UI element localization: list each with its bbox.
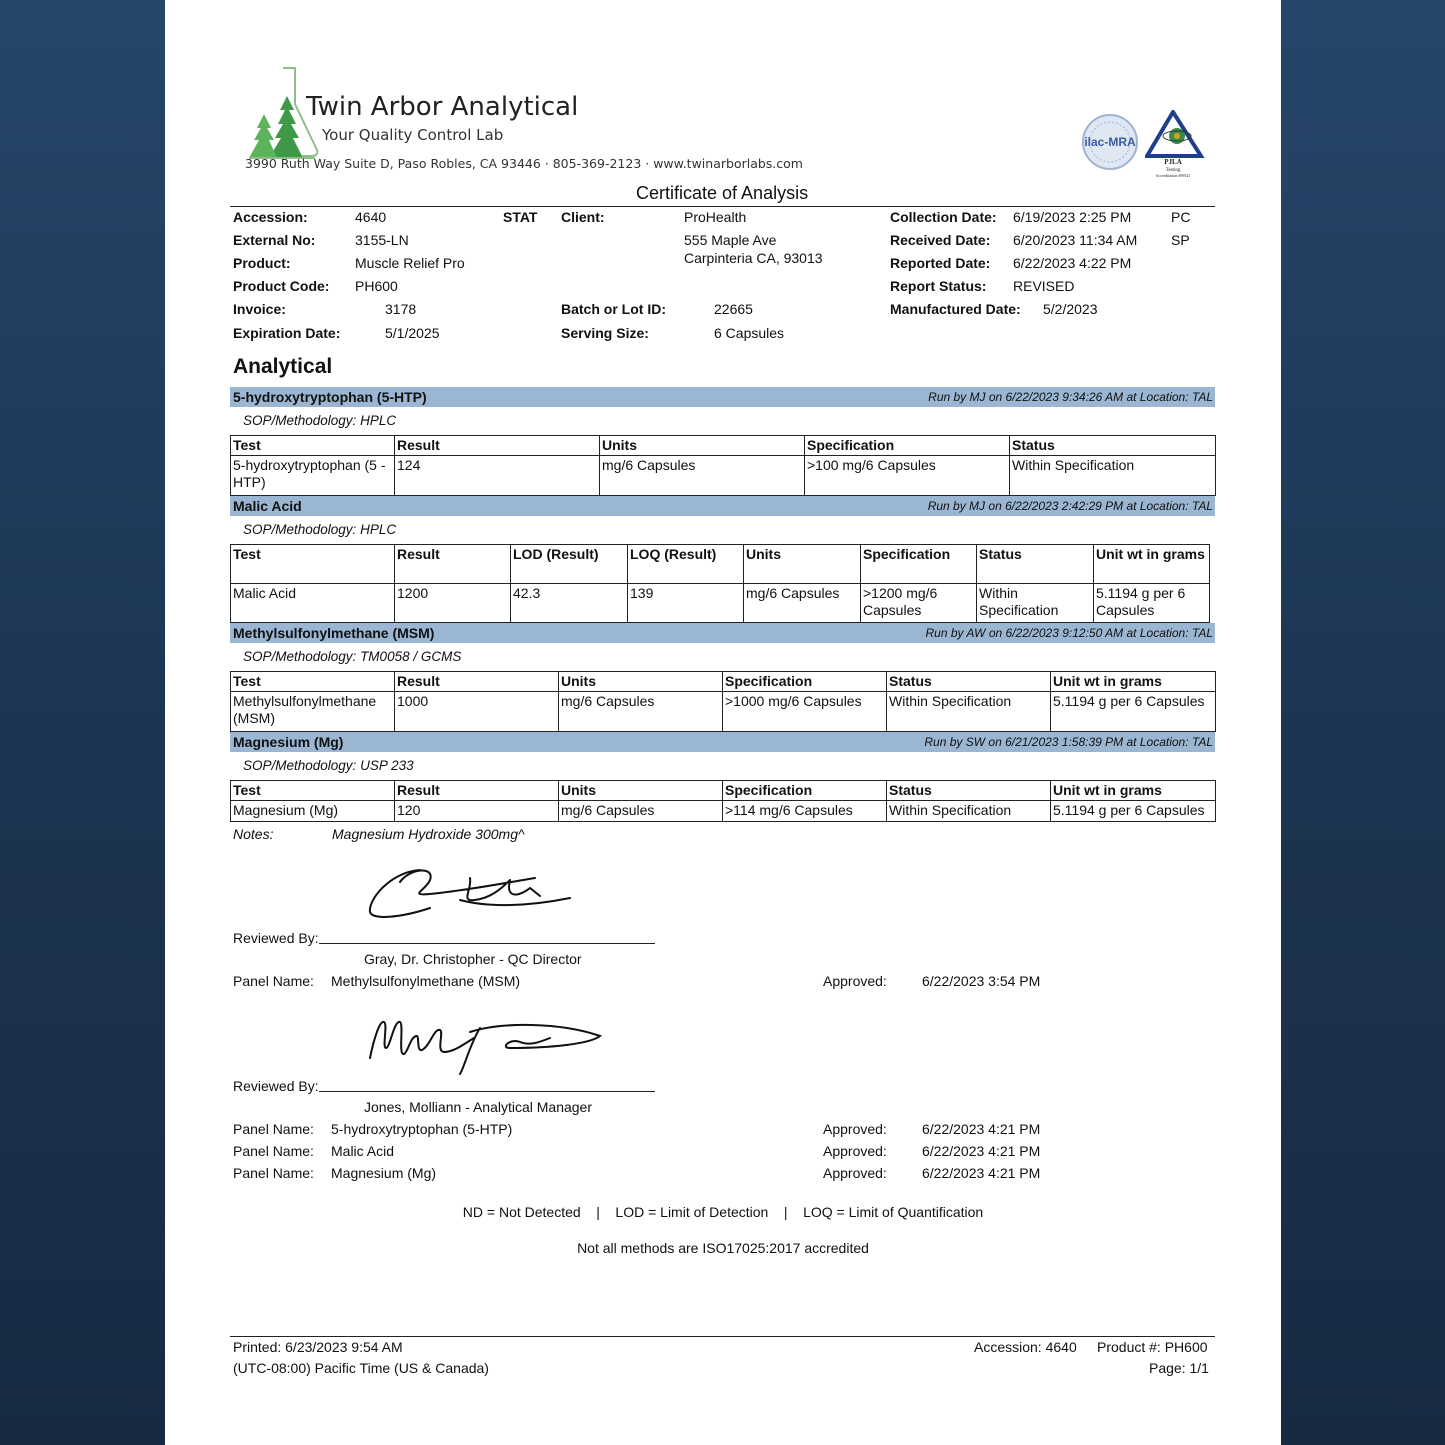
approved-label: Approved: [823, 1165, 887, 1181]
panel-label: Panel Name: [233, 1121, 314, 1137]
results-table-5htp [230, 435, 1216, 496]
approved-date: 6/22/2023 4:21 PM [922, 1143, 1041, 1159]
table-header-cell: Status [977, 545, 1094, 584]
panel-label: Panel Name: [233, 973, 314, 989]
table-header-cell: Test [231, 545, 395, 584]
section-sop: SOP/Methodology: USP 233 [243, 758, 414, 773]
table-header-cell: Units [600, 436, 805, 456]
printed-date: Printed: 6/23/2023 9:54 AM [233, 1339, 403, 1355]
approved-label: Approved: [823, 973, 887, 989]
section-run-info: Run by MJ on 6/22/2023 2:42:29 PM at Location: TAL [927, 499, 1213, 513]
stat-flag: STAT [503, 209, 538, 225]
collection-value: 6/19/2023 2:25 PM [1013, 209, 1132, 225]
table-header-cell: Specification [861, 545, 977, 584]
table-header-cell: Specification [805, 436, 1010, 456]
table-cell: >1200 mg/6 Capsules [861, 584, 977, 623]
table-cell: Within Specification [887, 692, 1051, 732]
external-value: 3155-LN [355, 232, 409, 248]
table-header-cell: Result [395, 781, 559, 801]
table-cell: 124 [395, 456, 600, 496]
collection-label: Collection Date: [890, 209, 997, 225]
signature-line-2 [319, 1091, 655, 1092]
table-header-cell: Unit wt in grams [1094, 545, 1210, 584]
table-cell: >114 mg/6 Capsules [723, 801, 887, 822]
table-cell: mg/6 Capsules [559, 692, 723, 732]
accreditation-note: Not all methods are ISO17025:2017 accredited [577, 1240, 869, 1256]
section-run-info: Run by AW on 6/22/2023 9:12:50 AM at Location: TAL [925, 626, 1213, 640]
approved-date: 6/22/2023 3:54 PM [922, 973, 1041, 989]
lab-address: 3990 Ruth Way Suite D, Paso Robles, CA 93446 · 805-369-2123 · www.twinarborlabs.com [245, 156, 803, 171]
table-row [231, 584, 1210, 623]
table-cell: >100 mg/6 Capsules [805, 456, 1010, 496]
received-label: Received Date: [890, 232, 991, 248]
approved-date: 6/22/2023 4:21 PM [922, 1165, 1041, 1181]
footer-product-number: Product #: PH600 [1097, 1339, 1208, 1355]
table-cell: 1200 [395, 584, 511, 623]
footer-accession: Accession: 4640 [974, 1339, 1077, 1355]
table-header-cell: Status [887, 672, 1051, 692]
reviewer-2: Jones, Molliann - Analytical Manager [364, 1099, 593, 1115]
approved-label: Approved: [823, 1143, 887, 1159]
table-cell: 139 [628, 584, 744, 623]
accession-label: Accession: [233, 209, 308, 225]
table-cell: Methylsulfonylmethane (MSM) [231, 692, 395, 732]
client-name: ProHealth [684, 209, 747, 225]
ilac-logo-text: ilac-MRA [1084, 135, 1136, 149]
section-bar-msm [230, 623, 1215, 643]
signature-2-icon [360, 1008, 610, 1080]
serving-label: Serving Size: [561, 325, 649, 341]
table-header-row [231, 545, 1210, 584]
pjla-logo-sub: Testing [1165, 168, 1181, 173]
table-header-row [231, 436, 1216, 456]
analytical-heading: Analytical [233, 355, 333, 378]
manufactured-value: 5/2/2023 [1043, 301, 1098, 317]
signature-1-icon [360, 860, 590, 930]
client-address-1: 555 Maple Ave [684, 232, 777, 248]
product-code-value: PH600 [355, 278, 398, 294]
invoice-label: Invoice: [233, 301, 286, 317]
report-status-value: REVISED [1013, 278, 1075, 294]
manufactured-label: Manufactured Date: [890, 301, 1021, 317]
reported-value: 6/22/2023 4:22 PM [1013, 255, 1132, 271]
expiration-label: Expiration Date: [233, 325, 341, 341]
abbreviation-legend: ND = Not Detected | LOD = Limit of Detection | LOQ = Limit of Quantification [462, 1204, 984, 1220]
table-header-cell: Test [231, 436, 395, 456]
document-title: Certificate of Analysis [636, 183, 809, 203]
report-status-label: Report Status: [890, 278, 987, 294]
accession-value: 4640 [355, 209, 387, 225]
received-value: 6/20/2023 11:34 AM [1013, 232, 1138, 248]
table-cell: >1000 mg/6 Capsules [723, 692, 887, 732]
table-cell: Within Specification [887, 801, 1051, 822]
table-cell: 5-hydroxytryptophan (5 -HTP) [231, 456, 395, 496]
section-bar-magnesium [230, 732, 1215, 752]
table-header-cell: LOQ (Result) [628, 545, 744, 584]
table-header-cell: Result [395, 672, 559, 692]
section-title: Magnesium (Mg) [233, 734, 344, 750]
table-row [231, 801, 1216, 822]
table-header-cell: Unit wt in grams [1051, 672, 1216, 692]
table-header-cell: LOD (Result) [511, 545, 628, 584]
reported-label: Reported Date: [890, 255, 991, 271]
table-cell: 5.1194 g per 6 Capsules [1051, 801, 1216, 822]
pjla-logo-sub2: Accreditation #99521 [1155, 173, 1191, 178]
table-row [231, 456, 1216, 496]
serving-value: 6 Capsules [714, 325, 785, 341]
client-address-2: Carpinteria CA, 93013 [684, 250, 823, 266]
table-cell: Within Specification [977, 584, 1094, 623]
batch-value: 22665 [714, 301, 753, 317]
product-value: Muscle Relief Pro [355, 255, 465, 271]
ilac-mra-logo-icon [1080, 112, 1140, 172]
certificate-page [165, 0, 1281, 1445]
section-bar-5htp [230, 387, 1215, 407]
table-cell: Malic Acid [231, 584, 395, 623]
title-divider [230, 206, 1215, 207]
reviewed-by-label-1: Reviewed By: [233, 930, 319, 946]
table-cell: Within Specification [1010, 456, 1216, 496]
client-label: Client: [561, 209, 605, 225]
table-cell: mg/6 Capsules [744, 584, 861, 623]
table-cell: 1000 [395, 692, 559, 732]
section-run-info: Run by SW on 6/21/2023 1:58:39 PM at Location: TAL [924, 735, 1213, 749]
pjla-logo-text: PJLA [1164, 158, 1182, 166]
footer-divider [230, 1336, 1215, 1337]
table-cell: 5.1194 g per 6 Capsules [1051, 692, 1216, 732]
table-header-cell: Result [395, 436, 600, 456]
pjla-logo-icon [1145, 110, 1205, 180]
section-run-info: Run by MJ on 6/22/2023 9:34:26 AM at Location: TAL [928, 390, 1213, 404]
table-cell: mg/6 Capsules [600, 456, 805, 496]
signature-line-1 [319, 943, 655, 944]
results-table-msm [230, 671, 1216, 732]
product-code-label: Product Code: [233, 278, 330, 294]
timezone: (UTC-08:00) Pacific Time (US & Canada) [233, 1360, 489, 1376]
table-cell: 5.1194 g per 6 Capsules [1094, 584, 1210, 623]
table-cell: Magnesium (Mg) [231, 801, 395, 822]
table-header-row [231, 781, 1216, 801]
reviewed-by-label-2: Reviewed By: [233, 1078, 319, 1094]
section-bar-malic-acid [230, 496, 1215, 516]
section-title: Malic Acid [233, 498, 302, 514]
table-row [231, 692, 1216, 732]
table-header-cell: Units [744, 545, 861, 584]
lab-name: Twin Arbor Analytical [306, 92, 579, 122]
approved-date: 6/22/2023 4:21 PM [922, 1121, 1041, 1137]
section-title: Methylsulfonylmethane (MSM) [233, 625, 435, 641]
table-header-cell: Test [231, 672, 395, 692]
section-sop: SOP/Methodology: HPLC [243, 522, 397, 537]
results-table-magnesium [230, 780, 1216, 822]
panel-label: Panel Name: [233, 1165, 314, 1181]
expiration-value: 5/1/2025 [385, 325, 440, 341]
panel-label: Panel Name: [233, 1143, 314, 1159]
panel-name: Malic Acid [331, 1143, 395, 1159]
table-cell: 42.3 [511, 584, 628, 623]
invoice-value: 3178 [385, 301, 417, 317]
panel-name: Magnesium (Mg) [331, 1165, 437, 1181]
reviewer-1: Gray, Dr. Christopher - QC Director [364, 951, 582, 967]
table-header-cell: Units [559, 781, 723, 801]
table-header-cell: Test [231, 781, 395, 801]
panel-name: 5-hydroxytryptophan (5-HTP) [331, 1121, 513, 1137]
table-header-cell: Status [1010, 436, 1216, 456]
results-table-malic-acid [230, 544, 1210, 623]
section-title: 5-hydroxytryptophan (5-HTP) [233, 389, 427, 405]
table-header-cell: Units [559, 672, 723, 692]
approved-label: Approved: [823, 1121, 887, 1137]
lab-tagline: Your Quality Control Lab [322, 126, 504, 144]
notes-label: Notes: [233, 826, 274, 842]
table-header-cell: Specification [723, 672, 887, 692]
table-header-cell: Result [395, 545, 511, 584]
batch-label: Batch or Lot ID: [561, 301, 666, 317]
collection-code: PC [1171, 209, 1191, 225]
table-header-cell: Unit wt in grams [1051, 781, 1216, 801]
table-cell: 120 [395, 801, 559, 822]
external-label: External No: [233, 232, 316, 248]
table-cell: mg/6 Capsules [559, 801, 723, 822]
table-header-row [231, 672, 1216, 692]
notes-text: Magnesium Hydroxide 300mg^ [332, 826, 525, 842]
table-header-cell: Specification [723, 781, 887, 801]
received-code: SP [1171, 232, 1190, 248]
page-number: Page: 1/1 [1149, 1360, 1209, 1376]
product-label: Product: [233, 255, 291, 271]
section-sop: SOP/Methodology: TM0058 / GCMS [243, 649, 462, 664]
table-header-cell: Status [887, 781, 1051, 801]
panel-name: Methylsulfonylmethane (MSM) [331, 973, 521, 989]
section-sop: SOP/Methodology: HPLC [243, 413, 397, 428]
